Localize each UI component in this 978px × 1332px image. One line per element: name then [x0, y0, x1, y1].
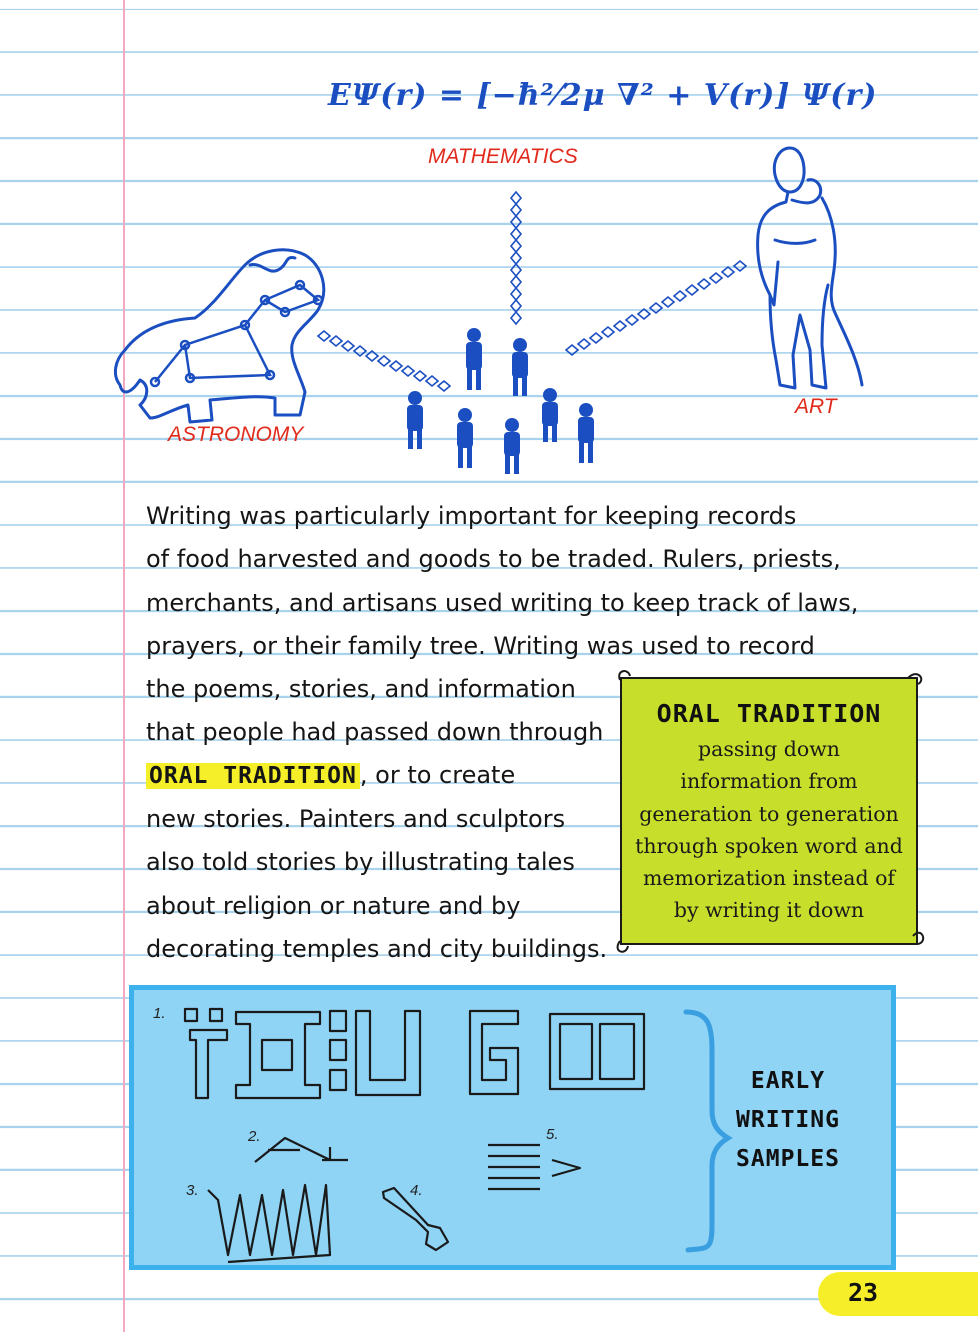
definition-title: ORAL TRADITION [656, 699, 882, 728]
oral-tradition-term: ORAL TRADITION [146, 763, 360, 789]
samples-label-line-3: SAMPLES [736, 1146, 840, 1172]
page-number-highlight [818, 1272, 978, 1316]
definition-line-4: through spoken word and [635, 834, 903, 858]
samples-label-line-2: WRITING [736, 1107, 840, 1133]
mathematics-label: MATHEMATICS [428, 145, 578, 168]
body-line-11: decorating temples and city buildings. [146, 935, 608, 963]
schrodinger-equation: EΨ(r) = [−ħ²⁄2μ ∇² + V(r)] Ψ(r) [328, 78, 878, 113]
sample-number-5: 5. [546, 1126, 559, 1143]
samples-label-line-1: EARLY [750, 1068, 826, 1094]
body-line-5: the poems, stories, and information [146, 675, 576, 703]
body-line-7-suffix: , or to create [359, 761, 516, 789]
definition-line-1: passing down [698, 737, 840, 761]
sample-5-hieroglyph-icon [488, 1145, 580, 1189]
body-line-6: that people had passed down through [146, 718, 604, 746]
body-line-9: also told stories by illustrating tales [146, 848, 575, 876]
body-line-8: new stories. Painters and sculptors [146, 805, 566, 833]
sample-number-4: 4. [410, 1182, 423, 1199]
definition-line-5: memorization instead of [642, 866, 896, 890]
sample-3-hieroglyph-icon [208, 1185, 330, 1262]
page-number: 23 [848, 1278, 879, 1307]
sample-2-hieroglyph-icon [255, 1138, 348, 1162]
sample-number-3: 3. [186, 1182, 199, 1199]
body-line-4: prayers, or their family tree. Writing was used to record [146, 632, 815, 660]
body-line-10: about religion or nature and by [146, 892, 521, 920]
sample-number-1: 1. [153, 1005, 166, 1022]
definition-line-6: by writing it down [673, 898, 865, 922]
sample-number-2: 2. [248, 1128, 261, 1145]
sample-1-hieroglyph-icon [185, 1009, 644, 1098]
astronomy-label: ASTRONOMY [168, 423, 304, 446]
art-label: ART [795, 395, 837, 418]
body-line-3: merchants, and artisans used writing to keep track of laws, [146, 589, 859, 617]
body-line-1: Writing was particularly important for keeping records [146, 502, 797, 530]
definition-line-3: generation to generation [639, 802, 899, 826]
definition-line-2: information from [680, 769, 858, 793]
sample-4-hieroglyph-icon [383, 1188, 448, 1250]
body-line-2: of food harvested and goods to be traded. Rulers, priests, [146, 545, 841, 573]
